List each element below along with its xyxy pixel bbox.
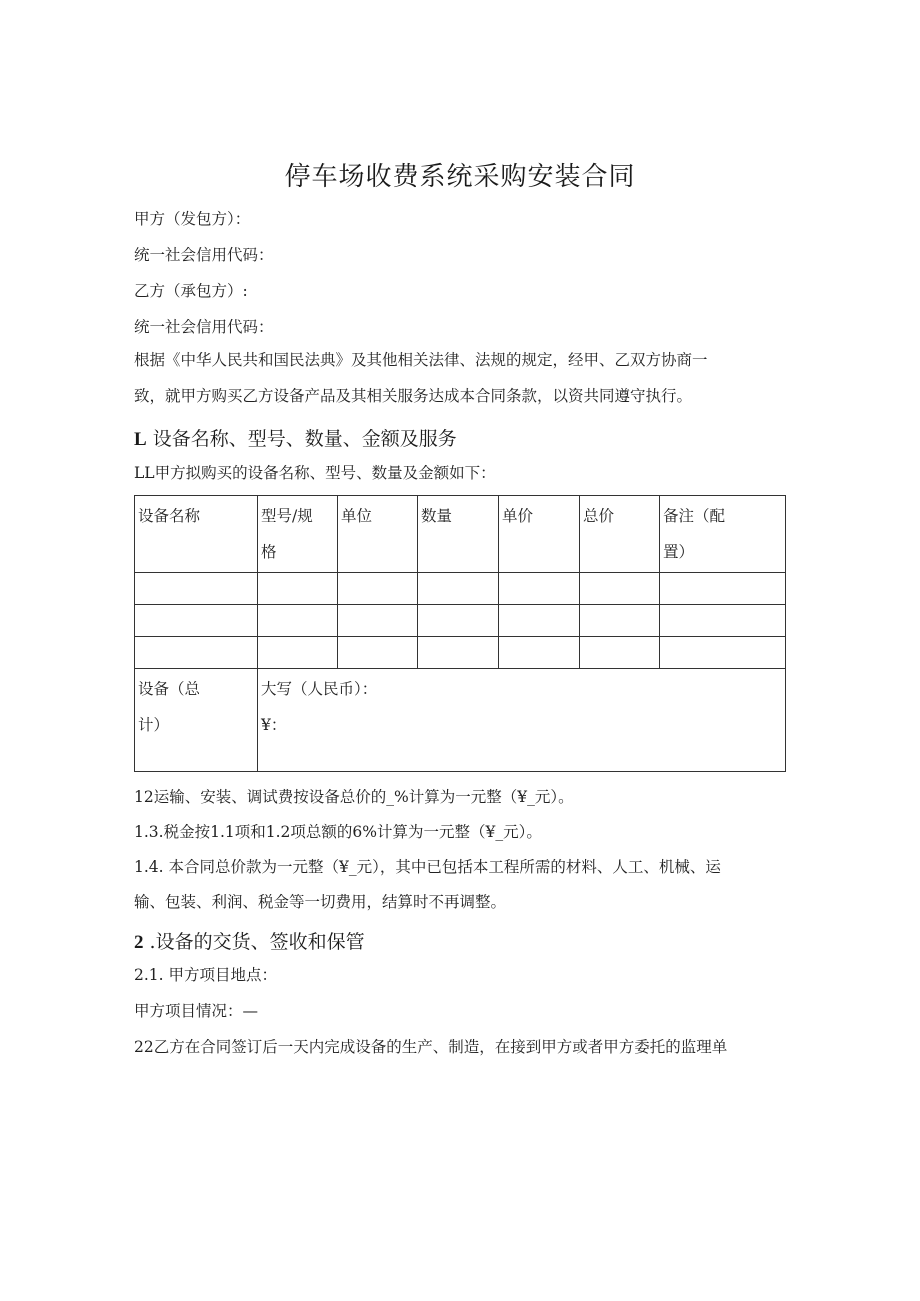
section-1-heading xyxy=(134,424,457,451)
header-cell-model: 型号/规 格 xyxy=(258,496,338,573)
equipment-table xyxy=(134,495,786,772)
party-b-credit-code-line: 统一社会信用代码： xyxy=(134,318,274,336)
total-label-cell: 设备（总 计） xyxy=(135,669,258,772)
project-info-line: 甲方项目情况：— xyxy=(134,1002,259,1020)
total-amount-cell xyxy=(258,669,786,772)
section-1-number: L xyxy=(134,429,147,450)
table-total-row xyxy=(135,669,786,772)
party-b-line: 乙方（承包方）: xyxy=(134,282,248,300)
clause-1-2: 12运输、安装、调试费按设备总价的_%计算为一元整（¥_元）。 xyxy=(134,788,574,806)
table-row xyxy=(135,573,786,605)
preamble-line-1: 根据《中华人民共和国民法典》及其他相关法律、法规的规定，经甲、乙双方协商一 xyxy=(134,351,708,369)
section-2-heading xyxy=(134,927,365,954)
clause-2-2: 22乙方在合同签订后一天内完成设备的生产、制造，在接到甲方或者甲方委托的监理单 xyxy=(134,1038,728,1056)
clause-2-1: 2.1. 甲方项目地点： xyxy=(134,966,278,984)
section-1-title: 设备名称、型号、数量、金额及服务 xyxy=(152,428,457,450)
party-a-credit-code-line: 统一社会信用代码： xyxy=(134,246,274,264)
table-row xyxy=(135,605,786,637)
header-cell-unit-price: 单价 xyxy=(499,496,580,573)
clause-1-4-line-2: 输、包装、利润、税金等一切费用，结算时不再调整。 xyxy=(134,893,507,911)
clause-1-3: 1.3.税金按1.1项和1.2项总额的6%计算为一元整（¥_元）。 xyxy=(134,823,542,841)
section-2-title: .设备的交货、签收和保管 xyxy=(149,931,365,953)
header-cell-unit: 单位 xyxy=(338,496,418,573)
header-cell-total-price: 总价 xyxy=(580,496,660,573)
header-cell-name: 设备名称 xyxy=(135,496,258,573)
clause-1-1: LL甲方拟购买的设备名称、型号、数量及金额如下： xyxy=(134,464,496,482)
total-yen-label: ¥： xyxy=(261,716,287,734)
party-a-line: 甲方（发包方）： xyxy=(134,210,251,228)
clause-1-4-line-1: 1.4. 本合同总价款为一元整（¥_元），其中已包括本工程所需的材料、人工、机械、运 xyxy=(134,858,721,876)
header-cell-remarks: 备注（配 置） xyxy=(660,496,786,573)
document-title: 停车场收费系统采购安装合同 xyxy=(284,162,636,192)
total-uppercase-label: 大写（人民币）： xyxy=(261,680,378,698)
table-row xyxy=(135,637,786,669)
header-cell-quantity: 数量 xyxy=(418,496,499,573)
table-header-row xyxy=(135,496,786,573)
section-2-number: 2 xyxy=(134,932,144,953)
preamble-line-2: 致，就甲方购买乙方设备产品及其相关服务达成本合同条款，以资共同遵守执行。 xyxy=(134,387,693,405)
